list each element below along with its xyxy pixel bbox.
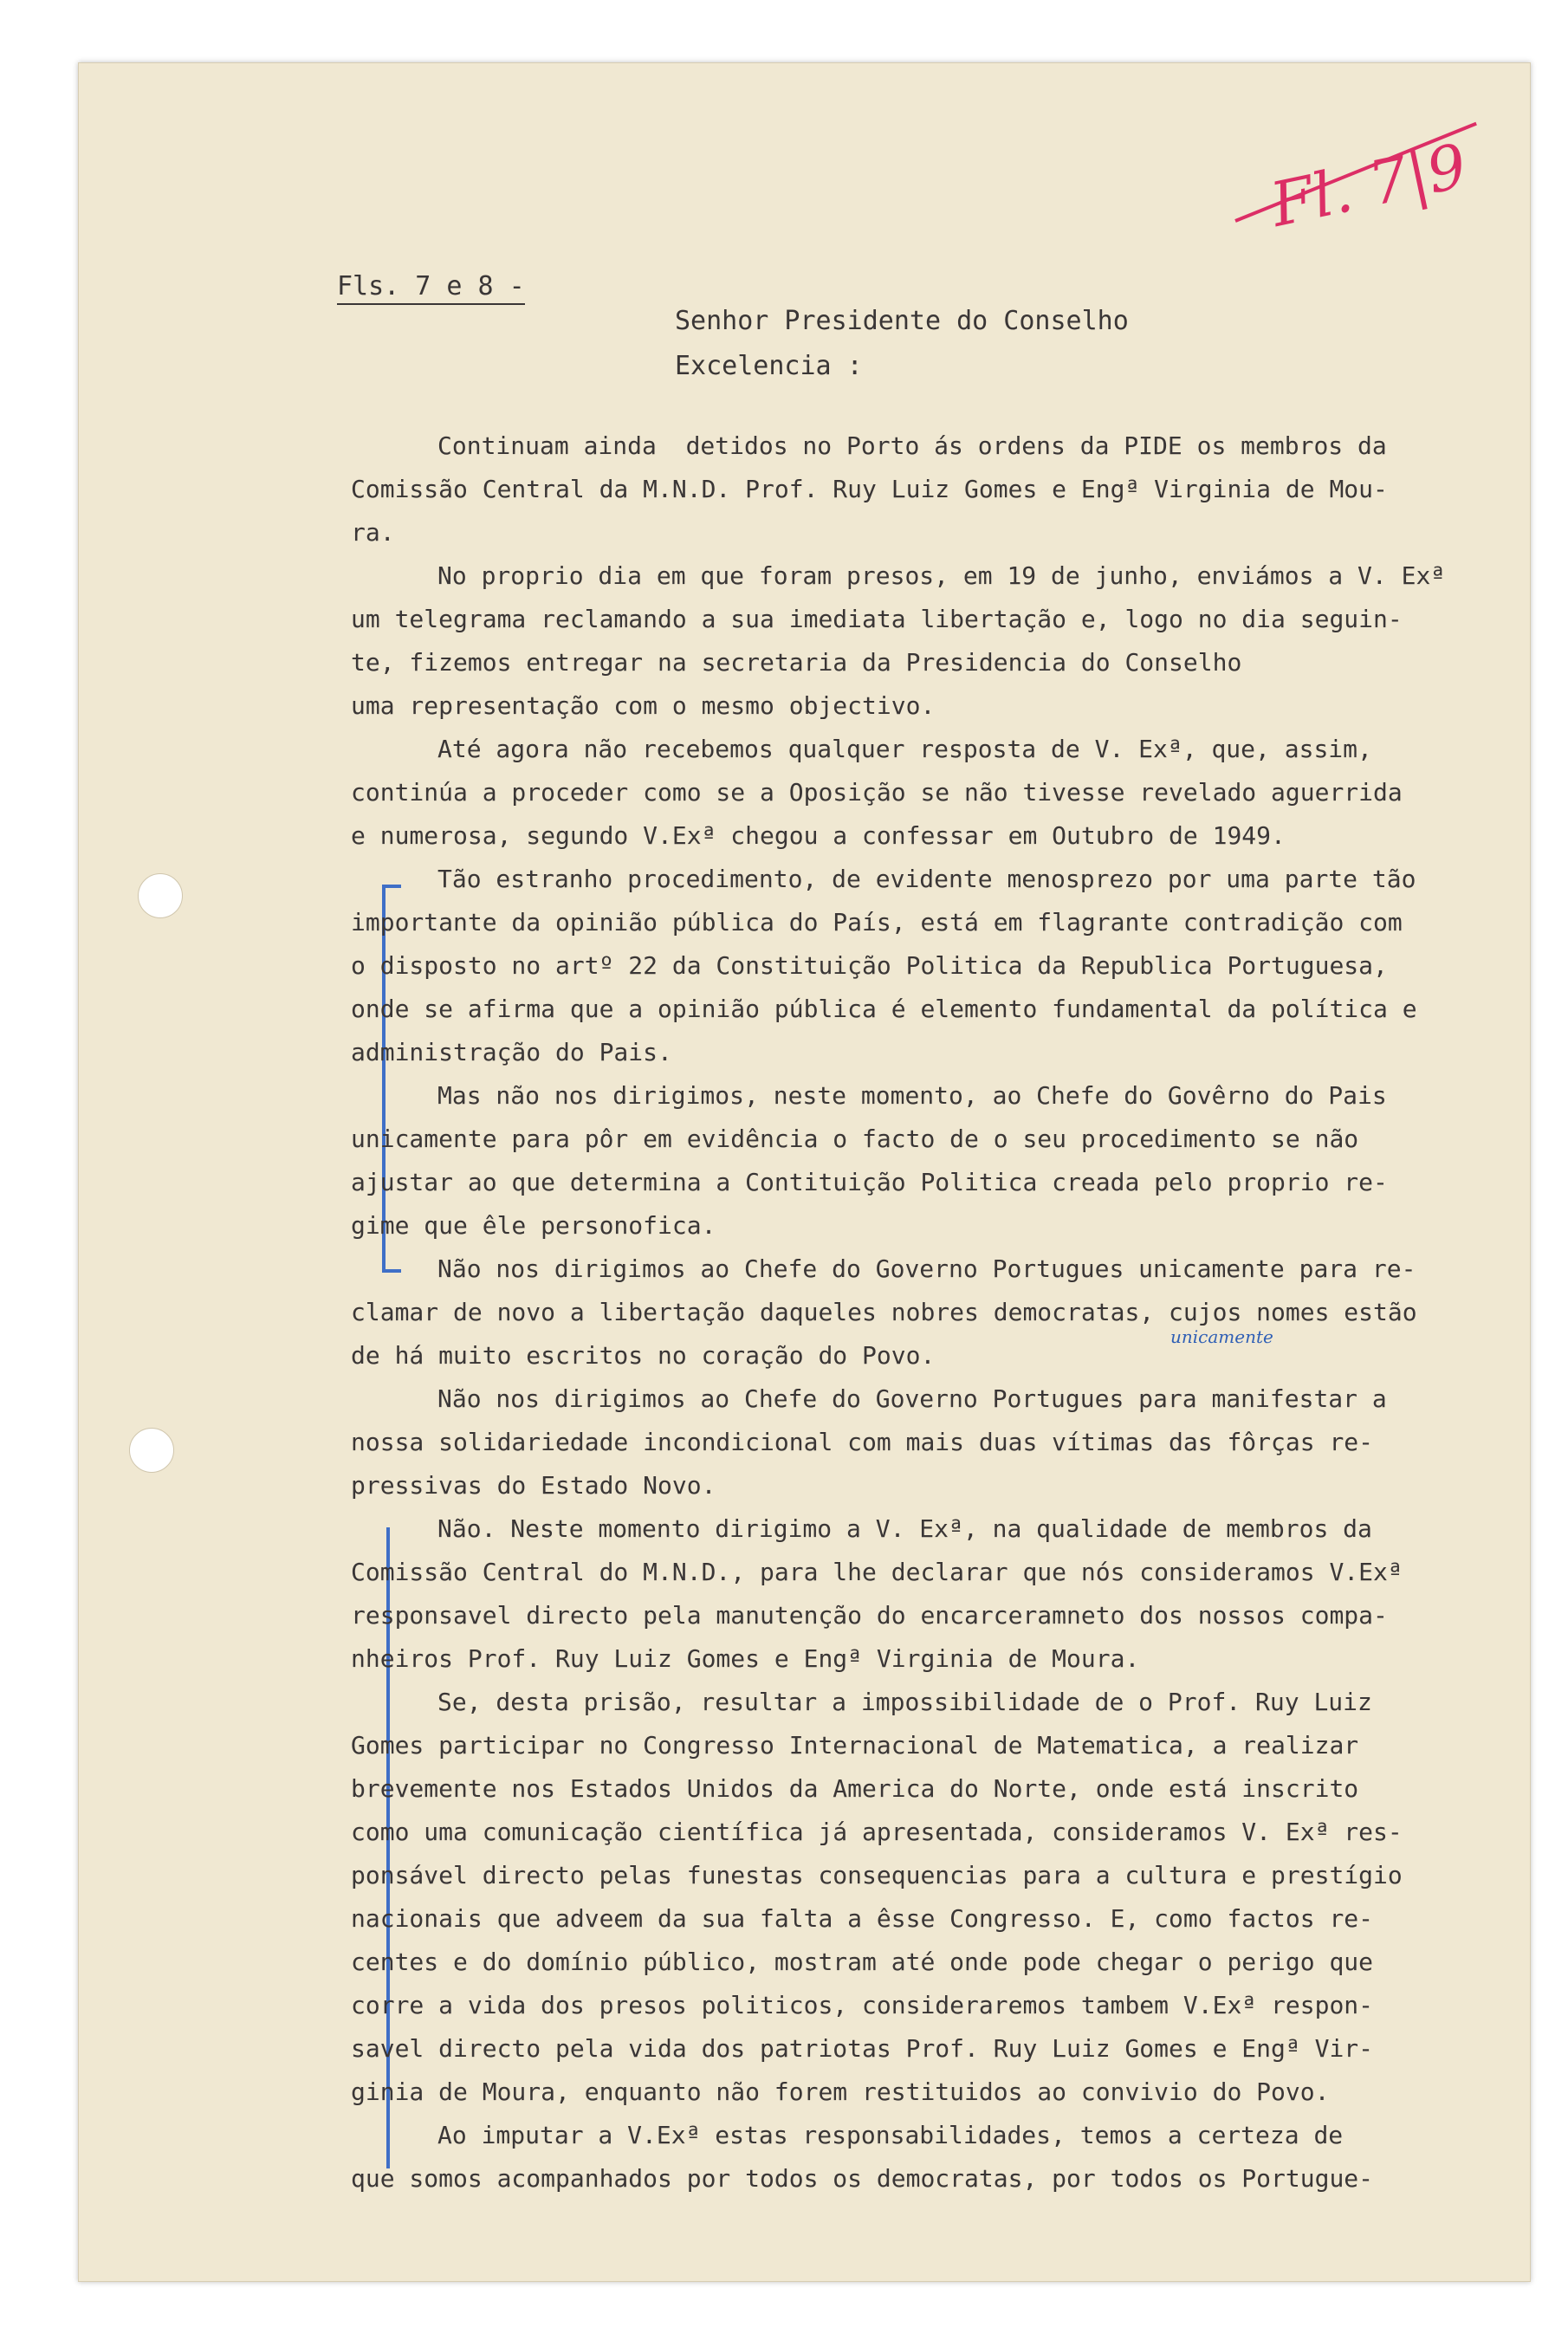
text-line: Comissão Central da M.N.D. Prof. Ruy Luiz Gomes e Engª Virginia de Mou- [351, 475, 1388, 503]
text-line: No proprio dia em que foram presos, em 19 de junho, enviámos a V. Exª [437, 561, 1446, 590]
text-line: Se, desta prisão, resultar a impossibilidade de o Prof. Ruy Luiz [437, 1688, 1372, 1716]
text-line: Gomes participar no Congresso Internacional de Matematica, a realizar [351, 1731, 1359, 1760]
text-line: importante da opinião pública do País, está em flagrante contradição com [351, 908, 1403, 937]
text-line: ajustar ao que determina a Contituição Politica creada pelo proprio re- [351, 1168, 1388, 1196]
letter-body [351, 425, 1490, 2201]
text-line: Continuam ainda detidos no Porto ás ordens da PIDE os membros da [437, 431, 1387, 460]
text-line: Tão estranho procedimento, de evidente menosprezo por uma parte tão [437, 865, 1416, 893]
text-line: unicamente para pôr em evidência o facto de o seu procedimento se não [351, 1125, 1359, 1153]
page-reference: Fls. 7 e 8 - [337, 271, 525, 305]
text-line: Não nos dirigimos ao Chefe do Governo Portugues para manifestar a [437, 1384, 1387, 1413]
text-line: nheiros Prof. Ruy Luiz Gomes e Engª Virginia de Moura. [351, 1644, 1140, 1673]
text-line: Não. Neste momento dirigimo a V. Exª, na qualidade de membros da [437, 1514, 1372, 1543]
text-line: te, fizemos entregar na secretaria da Presidencia do Conselho [351, 648, 1242, 677]
punch-hole-bottom [129, 1428, 174, 1473]
text-line: uma representação com o mesmo objectivo. [351, 691, 936, 720]
text-line: brevemente nos Estados Unidos da America do Norte, onde está inscrito [351, 1774, 1359, 1803]
text-line: Mas não nos dirigimos, neste momento, ao Chefe do Govêrno do Pais [437, 1081, 1387, 1110]
text-line: ponsável directo pelas funestas consequencias para a cultura e prestígio [351, 1861, 1403, 1889]
text-line: como uma comunicação científica já apresentada, consideramos V. Exª res- [351, 1818, 1403, 1846]
text-line: ginia de Moura, enquanto não forem restituidos ao convivio do Povo. [351, 2077, 1330, 2106]
punch-hole-top [138, 873, 183, 918]
text-line: responsavel directo pela manutenção do encarceramneto dos nossos compa- [351, 1601, 1388, 1630]
text-line: continúa a proceder como se a Oposição se não tivesse revelado aguerrida [351, 778, 1403, 807]
addressee-line: Senhor Presidente do Conselho [675, 306, 1129, 336]
text-line: Ao imputar a V.Exª estas responsabilidades, temos a certeza de [437, 2121, 1344, 2149]
text-line: ra. [351, 518, 395, 547]
text-line: gime que êle personofica. [351, 1211, 716, 1240]
text-line: savel directo pela vida dos patriotas Prof. Ruy Luiz Gomes e Engª Vir- [351, 2034, 1374, 2063]
handwritten-note: unicamente [1170, 1326, 1273, 1347]
text-line: centes e do domínio público, mostram até onde pode chegar o perigo que [351, 1948, 1374, 1976]
salutation-line: Excelencia : [675, 351, 863, 381]
text-line: corre a vida dos presos politicos, consideraremos tambem V.Exª respon- [351, 1991, 1374, 2019]
text-line: Comissão Central do M.N.D., para lhe declarar que nós consideramos V.Exª [351, 1558, 1403, 1586]
text-line: o disposto no artº 22 da Constituição Politica da Republica Portuguesa, [351, 951, 1388, 980]
text-line: clamar de novo a libertação daqueles nobres democratas, cujos nomes estão [351, 1298, 1417, 1326]
text-line: de há muito escritos no coração do Povo. [351, 1341, 936, 1370]
text-line: e numerosa, segundo V.Exª chegou a confessar em Outubro de 1949. [351, 821, 1286, 850]
text-line: nossa solidariedade incondicional com mais duas vítimas das fôrças re- [351, 1428, 1374, 1456]
text-line: Não nos dirigimos ao Chefe do Governo Portugues unicamente para re- [437, 1254, 1416, 1283]
folio-stamp: Fl. 7|9 [1264, 130, 1474, 241]
text-line: onde se afirma que a opinião pública é elemento fundamental da política e [351, 995, 1417, 1023]
text-line: administração do Pais. [351, 1038, 672, 1066]
text-line: que somos acompanhados por todos os democratas, por todos os Portugue- [351, 2164, 1374, 2193]
text-line: nacionais que adveem da sua falta a êsse Congresso. E, como factos re- [351, 1904, 1374, 1933]
text-line: um telegrama reclamando a sua imediata libertação e, logo no dia seguin- [351, 605, 1403, 633]
text-line: pressivas do Estado Novo. [351, 1471, 716, 1500]
text-line: Até agora não recebemos qualquer resposta de V. Exª, que, assim, [437, 735, 1372, 763]
